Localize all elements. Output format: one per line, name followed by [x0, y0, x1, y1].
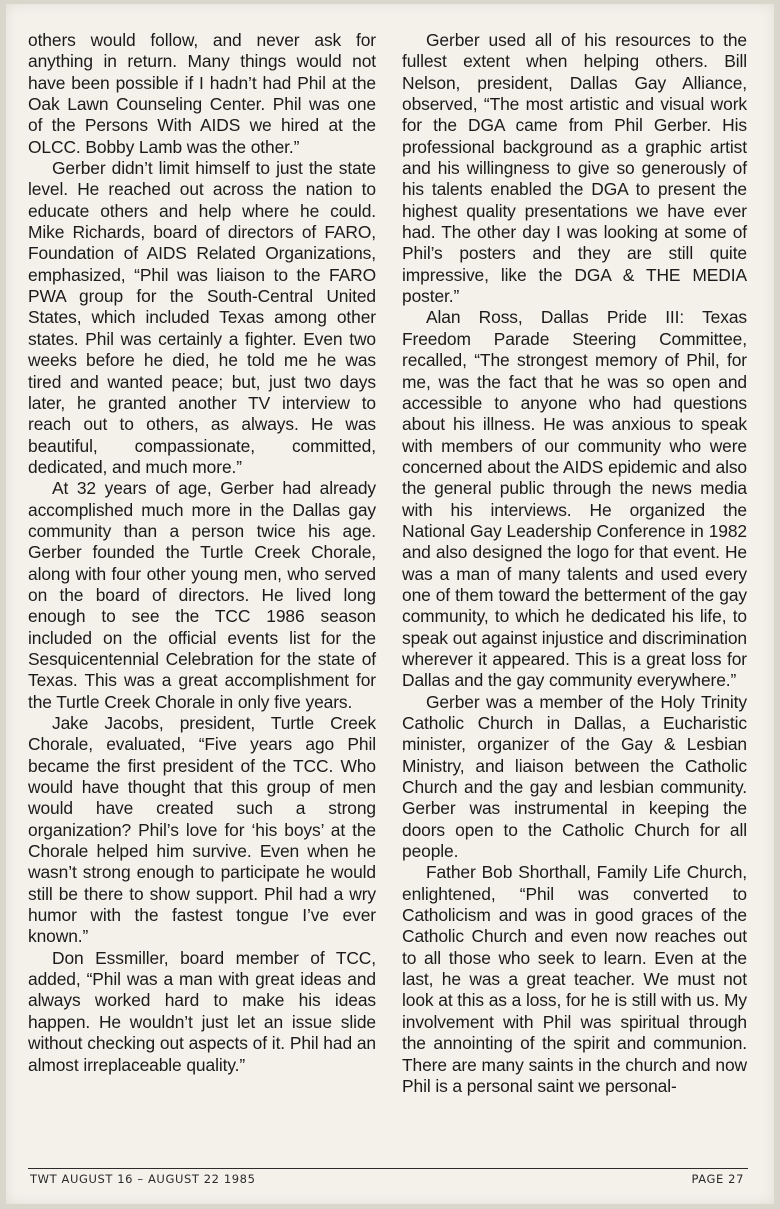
issue-date-footer: TWT AUGUST 16 – AUGUST 22 1985	[30, 1172, 256, 1186]
paragraph: Gerber didn’t limit himself to just the state level. He reached out across the nation to educate others and help where he could. Mike Richards, board of directors of FARO, Foundation of AIDS Related Organizations, emphasized, “Phil was liaison to the FARO PWA group for the South-Central United States, which included Texas among other states. Phil was certainly a fighter. Even two weeks before he died, he told me he was tired and wanted peace; but, just two days later, he granted another TV interview to reach out to others, as always. He was beautiful, compassionate, committed, dedicated, and much more.”	[28, 158, 376, 477]
paragraph: Father Bob Shorthall, Family Life Church, enlightened, “Phil was converted to Catholicism and was in good graces of the Catholic Church and even now reaches out to all those who seek to learn. Even at the last, he was a great teacher. We must not look at this as a loss, for he is still with us. My involvement with Phil was spiritual through the annointing of the spirit and communion. There are many saints in the church and now Phil is a personal saint we personal-	[402, 862, 747, 1096]
magazine-page	[6, 4, 774, 1204]
paragraph: Gerber used all of his resources to the fullest extent when helping others. Bill Nelson, president, Dallas Gay Alliance, observed, “The most artistic and visual work for the DGA came from Phil Gerber. His professional background as a graphic artist and his willingness to give so generously of his talents enabled the DGA to present the highest quality presentations we have ever had. The other day I was looking at some of Phil’s posters and they are still quite impressive, like the DGA & THE MEDIA poster.”	[402, 30, 747, 307]
paragraph: Gerber was a member of the Holy Trinity Catholic Church in Dallas, a Eucharistic minister, organizer of the Gay & Lesbian Ministry, and liaison between the Catholic Church and the gay and lesbian community. Gerber was instrumental in keeping the doors open to the Catholic Church for all people.	[402, 691, 747, 862]
paragraph: At 32 years of age, Gerber had already accomplished much more in the Dallas gay community than a person twice his age. Gerber founded the Turtle Creek Chorale, along with four other young men, who served on the board of directors. He lived long enough to see the TCC 1986 season included on the official events list for the Sesquicentennial Celebration for the state of Texas. This was a great accomplishment for the Turtle Creek Chorale in only five years.	[28, 478, 376, 712]
footer-rule	[28, 1168, 748, 1169]
article-column-left	[28, 30, 376, 1076]
paragraph: others would follow, and never ask for anything in return. Many things would not have been possible if I hadn’t had Phil at the Oak Lawn Counseling Center. Phil was one of the Persons With AIDS we hired at the OLCC. Bobby Lamb was the other.”	[28, 30, 376, 157]
paragraph: Alan Ross, Dallas Pride III: Texas Freedom Parade Steering Committee, recalled, “The strongest memory of Phil, for me, was the fact that he was so open and accessible to anyone who had questions about his illness. He was anxious to speak with members of our community who were concerned about the AIDS epidemic and also the general public through the news media with his interviews. He organized the National Gay Leadership Conference in 1982 and also designed the logo for that event. He was a man of many talents and used every one of them toward the betterment of the gay community, to which he dedicated his life, to speak out against injustice and discrimination wherever it appeared. This is a great loss for Dallas and the gay community everywhere.”	[402, 307, 747, 691]
page-number: PAGE 27	[691, 1172, 744, 1186]
paragraph: Jake Jacobs, president, Turtle Creek Chorale, evaluated, “Five years ago Phil became the first president of the TCC. Who would have thought that this group of men would have created such a strong organization? Phil’s love for ‘his boys’ at the Chorale helped him survive. Even when he wasn’t strong enough to participate he would still be there to show support. Phil had a wry humor with the fastest tongue I’ve ever known.”	[28, 713, 376, 947]
paragraph: Don Essmiller, board member of TCC, added, “Phil was a man with great ideas and always worked hard to make his ideas happen. He wouldn’t just let an issue slide without checking out aspects of it. Phil had an almost irreplaceable quality.”	[28, 947, 376, 1075]
article-column-right	[402, 30, 747, 1097]
